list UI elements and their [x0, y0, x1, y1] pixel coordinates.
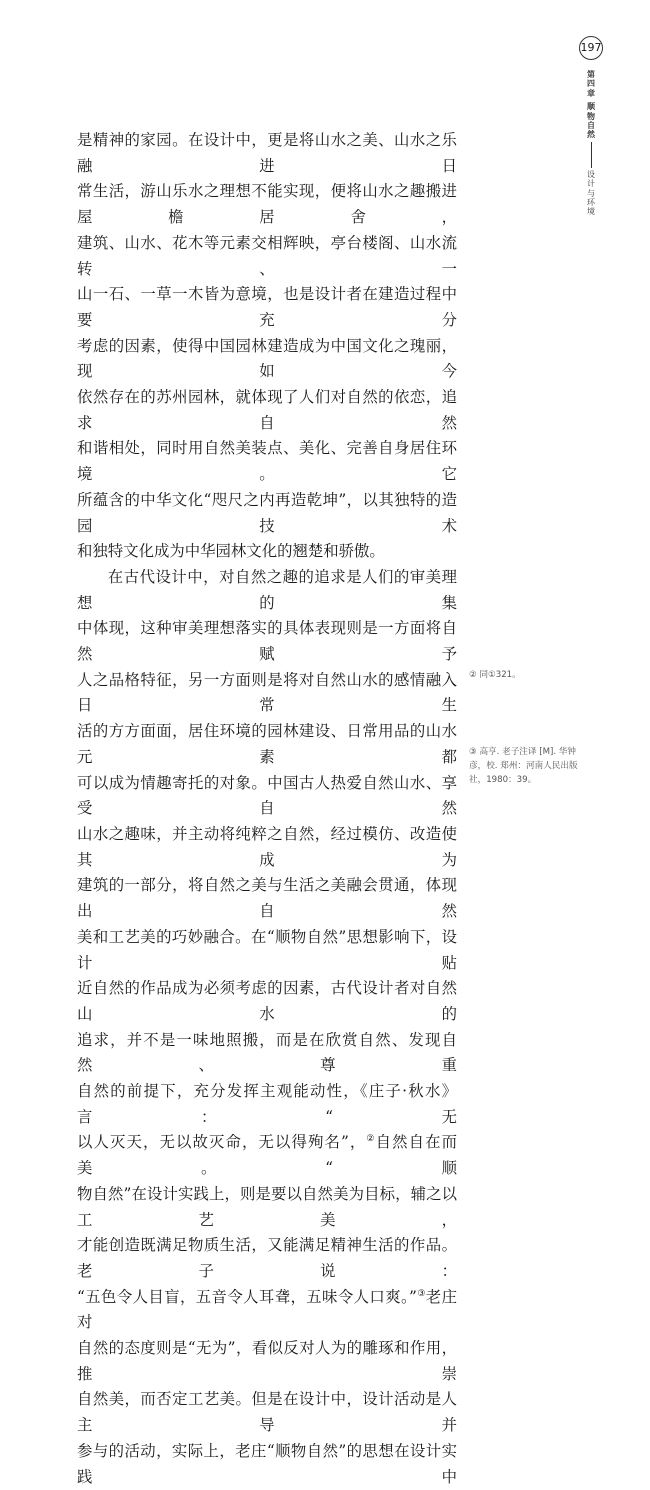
- footnote-3: [469, 745, 589, 787]
- text-segment: 自然自在而美。“顺: [77, 1133, 457, 1178]
- running-head-subtitle-char: 计: [587, 179, 595, 189]
- text-line: 可以成为情趣寄托的对象。中国古人热爱自然山水、享受自然: [77, 773, 457, 818]
- body-text: [77, 128, 457, 1490]
- page-number: 197: [579, 36, 603, 60]
- running-head-title-char: 自: [587, 121, 595, 131]
- running-head: [583, 70, 599, 217]
- text-line: 依然存在的苏州园林，就体现了人们对自然的依恋，追求自然: [77, 388, 457, 432]
- footnote-mark: ③: [469, 747, 477, 757]
- text-line: 建筑的一部分，将自然之美与生活之美融会贯通，体现出自然: [77, 876, 457, 921]
- text-line: 人之品格特征，另一方面则是将对自然山水的感情融入日常生: [77, 670, 457, 715]
- running-head-title-char: 顺: [587, 102, 595, 112]
- text-line: 和谐相处，同时用自然美装点、美化、完善自身居住环境。它: [77, 439, 457, 484]
- text-line: 自然美，而否定工艺美。但是在设计中，设计活动是人主导并: [77, 1390, 457, 1435]
- text-line: 是精神的家园。在设计中，更是将山水之美、山水之乐融进日: [77, 131, 457, 175]
- text-line: 活的方方面面，居住环境的园林建设、日常用品的山水元素都: [77, 722, 457, 766]
- text-line: 才能创造既满足物质生活，又能满足精神生活的作品。老子说：: [77, 1236, 457, 1280]
- text-line: [77, 1130, 457, 1181]
- running-head-chapter-char: 章: [587, 88, 595, 98]
- text-line: 常生活，游山乐水之理想不能实现，便将山水之趣搬进屋檐居舍，: [77, 182, 457, 227]
- running-head-subtitle-char: 设: [587, 169, 595, 179]
- text-line: 和独特文化成为中华园林文化的翘楚和骄傲。: [77, 542, 385, 561]
- text-line: 在古代设计中，对自然之趣的追求是人们的审美理想的集: [77, 567, 457, 612]
- running-head-chapter-char: 四: [587, 79, 595, 89]
- footnote-text: 同①321。: [479, 670, 521, 680]
- running-head-subtitle-char: 境: [587, 207, 595, 217]
- text-line: 中体现，这种审美理想落实的具体表现则是一方面将自然赋予: [77, 619, 457, 664]
- footnote-mark: ②: [469, 670, 477, 680]
- text-line: 考虑的因素，使得中国园林建造成为中国文化之瑰丽，现如今: [77, 336, 457, 381]
- text-line: 追求，并不是一味地照搬，而是在欣赏自然、发现自然、尊重: [77, 1030, 457, 1075]
- running-head-subtitle-char: 与: [587, 188, 595, 198]
- text-line: 建筑、山水、花木等元素交相辉映，亭台楼阁、山水流转、一: [77, 233, 457, 278]
- running-head-chapter-char: 第: [587, 70, 595, 79]
- text-line: 自然的前提下，充分发挥主观能动性，《庄子·秋水》言：“无: [77, 1082, 457, 1126]
- text-segment: “五色令人目盲，五音令人耳聋，五味令人口爽。”: [77, 1287, 417, 1306]
- text-line: 近自然的作品成为必须考虑的因素，古代设计者对自然山水的: [77, 979, 457, 1023]
- text-line: 美和工艺美的巧妙融合。在“顺物自然”思想影响下，设计贴: [77, 927, 457, 972]
- footnote-2: [469, 668, 589, 682]
- running-head-title-char: 然: [587, 130, 595, 140]
- text-line: 参与的活动，实际上，老庄“顺物自然”的思想在设计实践中: [77, 1441, 457, 1486]
- running-head-subtitle-char: 环: [587, 198, 595, 208]
- text-line: 山一石、一草一木皆为意境，也是设计者在建造过程中要充分: [77, 285, 457, 329]
- footnote-ref-2[interactable]: ②: [366, 1134, 376, 1145]
- footnote-ref-3[interactable]: ③: [416, 1288, 426, 1299]
- text-segment: 以人灭天，无以故灭命，无以得殉名”，: [77, 1133, 367, 1152]
- text-line: 山水之趣味，并主动将纯粹之自然，经过模仿、改造使其成为: [77, 824, 457, 869]
- text-line: 物自然”在设计实践上，则是要以自然美为目标，辅之以工艺美，: [77, 1184, 457, 1229]
- running-head-separator: [591, 142, 592, 168]
- footnote-text: 高亨. 老子注译 [M]. 华钟彦，校. 郑州：河南人民出版社，1980：39。: [469, 747, 578, 785]
- text-segment: 老庄对: [77, 1287, 457, 1332]
- text-line: 自然的态度则是“无为”，看似反对人为的雕琢和作用，推崇: [77, 1339, 457, 1383]
- text-line: 所蕴含的中华文化“咫尺之内再造乾坤”，以其独特的造园技术: [77, 490, 457, 535]
- running-head-title-char: 物: [587, 111, 595, 121]
- text-line: [77, 1285, 457, 1336]
